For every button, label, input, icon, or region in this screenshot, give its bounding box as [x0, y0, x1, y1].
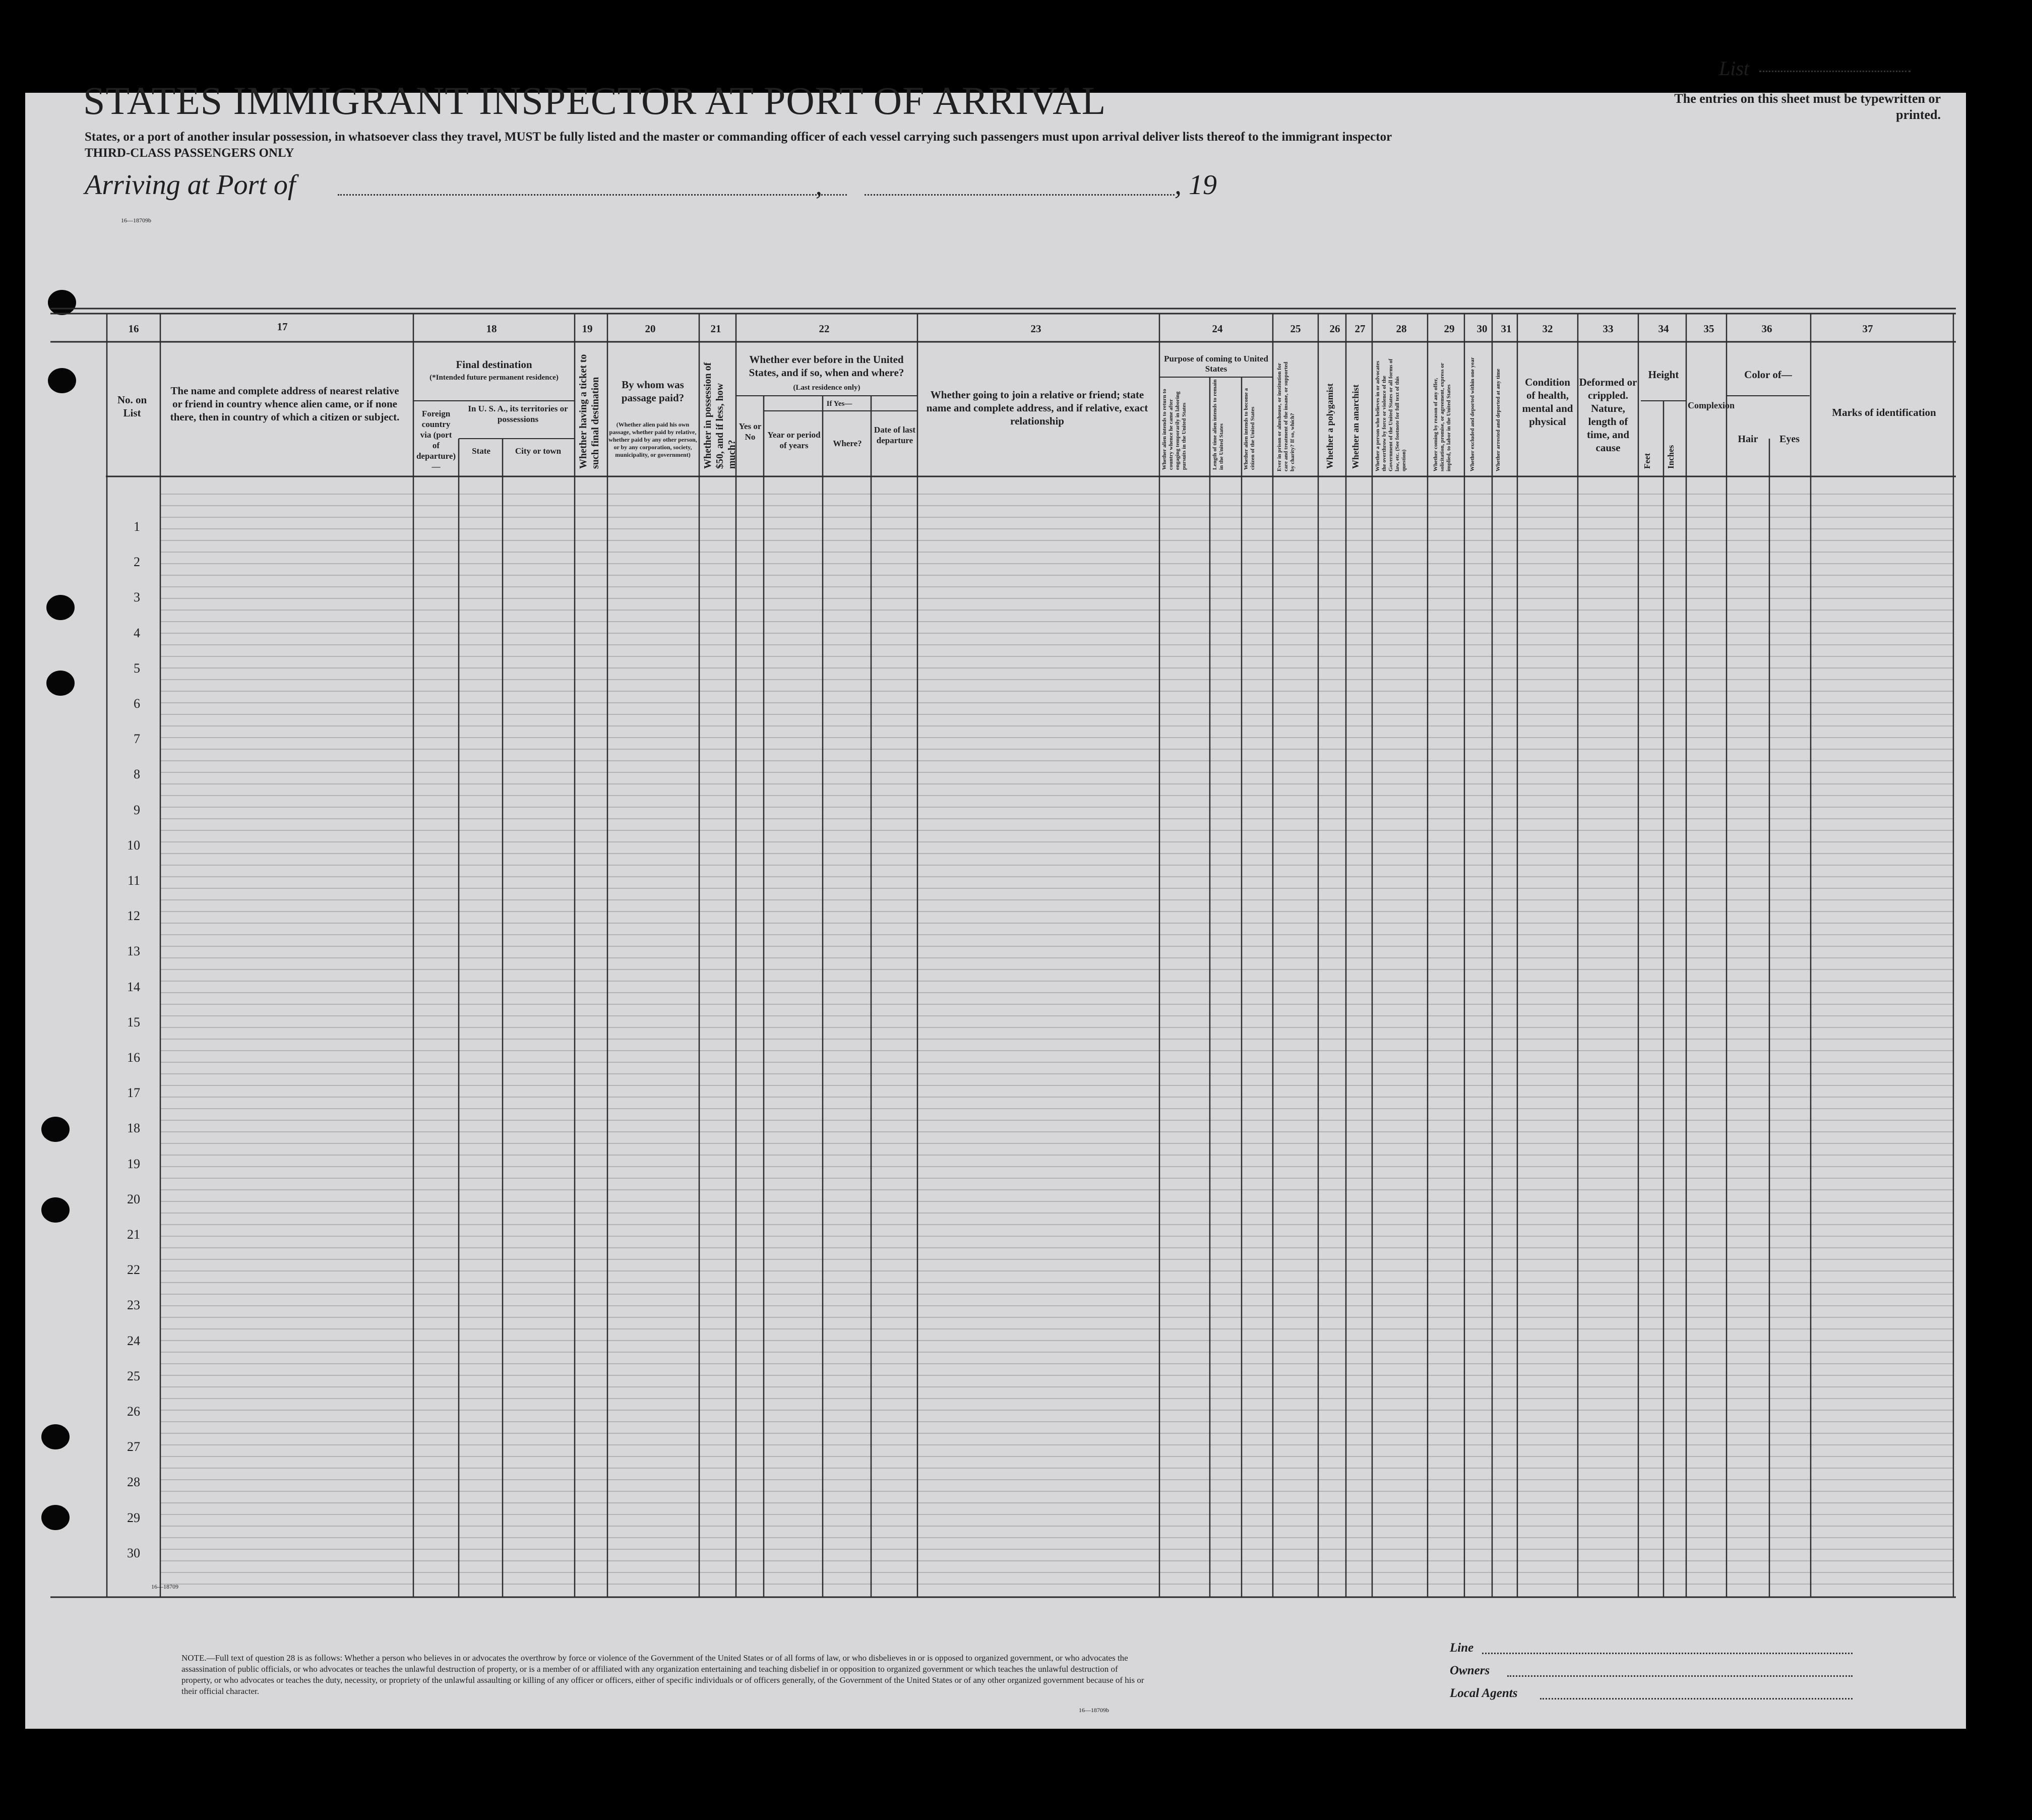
- row-number: 12: [127, 908, 140, 924]
- col-16-header: No. on List: [117, 394, 147, 419]
- form-code-top: 16—18709b: [121, 217, 151, 224]
- col-24-header: Purpose of coming to United States: [1164, 354, 1268, 374]
- line-field[interactable]: [1482, 1653, 1853, 1654]
- col-26-num: 26: [1329, 323, 1340, 335]
- owners-label: Owners: [1450, 1664, 1490, 1677]
- col-36-num: 36: [1761, 323, 1772, 335]
- col-27-header: Whether an anarchist: [1350, 384, 1361, 469]
- form-code: 16—18709: [151, 1583, 178, 1590]
- row-number: 30: [127, 1545, 140, 1560]
- col-26-header: Whether a polygamist: [1325, 383, 1335, 469]
- col-37-header: Marks of identification: [1832, 406, 1936, 418]
- row-number: 28: [127, 1475, 140, 1490]
- col-25-num: 25: [1290, 323, 1301, 335]
- col-18-num: 18: [486, 323, 497, 335]
- col-22-ifyes: If Yes—: [826, 400, 852, 408]
- row-number: 26: [127, 1404, 140, 1419]
- row-number: 7: [134, 732, 140, 747]
- col-17-num: 17: [277, 321, 288, 333]
- row-number: 24: [127, 1333, 140, 1348]
- col-19-num: 19: [582, 323, 593, 335]
- row-number: 25: [127, 1368, 140, 1383]
- year-label: , 19: [1175, 169, 1217, 201]
- row-number: 15: [127, 1014, 140, 1029]
- arriving-label: Arriving at Port of: [85, 169, 296, 201]
- col-36-hair: Hair: [1738, 434, 1758, 445]
- col-30-header: Whether excluded and deported within one year: [1469, 357, 1475, 471]
- col-23-header: Whether going to join a relative or friend; state name and complete address, and if relative, exact relationship: [926, 389, 1148, 427]
- col-34-inches: Inches: [1666, 445, 1676, 469]
- row-number: 2: [134, 555, 140, 570]
- list-label: List: [1719, 57, 1750, 80]
- instructions: States, or a port of another insular possession, in whatsoever class they travel, MUST be fully listed and the master or commanding officer of each vessel carrying such passengers must upon arrival deliver lists thereof to the immigrant inspector: [85, 130, 1392, 144]
- row-number: 3: [134, 590, 140, 605]
- col-24-b: Length of time alien intends to remain in the United States: [1212, 379, 1224, 470]
- col-32-header: Condition of health, mental and physical: [1522, 376, 1573, 428]
- note-form-code: 16—18709b: [1079, 1707, 1109, 1714]
- col-24-c: Whether alien intends to become a citizen of the United States: [1243, 388, 1256, 470]
- row-number: 10: [127, 837, 140, 853]
- line-label: Line: [1450, 1641, 1474, 1655]
- col-22-date: Date of last departure: [874, 425, 916, 445]
- col-16-num: 16: [128, 323, 139, 335]
- col-22-num: 22: [819, 323, 830, 335]
- row-number: 20: [127, 1191, 140, 1206]
- col-36-eyes: Eyes: [1779, 434, 1800, 445]
- col-34-header: Height: [1648, 369, 1679, 381]
- col-27-num: 27: [1354, 323, 1366, 335]
- row-number: 23: [127, 1298, 140, 1313]
- col-25-header: Ever in prison or almshouse, or institution for care and treatment of the insane, or supported by charity? If so, which?: [1276, 361, 1296, 471]
- col-20-note: (Whether alien paid his own passage, whether paid by relative, whether paid by any other person, or by any corporation, society, municipality, or government): [608, 421, 697, 458]
- col-34-feet: Feet: [1642, 453, 1652, 469]
- col-31-header: Whether arrested and deported at any time: [1495, 369, 1501, 471]
- row-number: 9: [134, 802, 140, 817]
- agents-field[interactable]: [1540, 1698, 1853, 1700]
- col-20-header: By whom was passage paid?: [621, 379, 685, 404]
- passenger-class: THIRD-CLASS PASSENGERS ONLY: [85, 146, 294, 160]
- row-number: 21: [127, 1227, 140, 1242]
- col-35-num: 35: [1703, 323, 1714, 335]
- col-20-num: 20: [645, 323, 656, 335]
- col-22-header: Whether ever before in the United States, and if so, when and where?: [749, 353, 904, 379]
- col-18-usa: In U. S. A., its territories or possessions: [468, 404, 568, 424]
- col-28-header: Whether a person who believes in or advocates the overthrow by force or violence of the Government of the United States or all forms of law, etc. (See footnote for full text of this question): [1375, 358, 1407, 471]
- row-number: 16: [127, 1050, 140, 1065]
- col-17-header: The name and complete address of nearest relative or friend in country whence alien came, or if none there, then in country of which a citizen or subject.: [170, 385, 400, 423]
- col-28-num: 28: [1396, 323, 1407, 335]
- col-18-city: City or town: [515, 446, 562, 456]
- col-24-a: Whether alien intends to return to country whence he came after engaging temporarily in laboring pursuits in the United States: [1161, 389, 1187, 470]
- col-21-num: 21: [710, 323, 721, 335]
- entries-note: The entries on this sheet must be typewritten or printed.: [1674, 91, 1941, 122]
- row-number: 17: [127, 1085, 140, 1101]
- row-number: 5: [134, 660, 140, 676]
- row-number: 27: [127, 1439, 140, 1454]
- row-number: 11: [127, 873, 140, 888]
- col-23-num: 23: [1030, 323, 1041, 335]
- col-35-header: Complexion: [1688, 400, 1735, 410]
- col-22-where: Where?: [833, 439, 862, 448]
- col-34-num: 34: [1658, 323, 1669, 335]
- col-18-state: State: [472, 446, 490, 456]
- row-number: 22: [127, 1262, 140, 1278]
- row-number: 19: [127, 1156, 140, 1171]
- col-29-header: Whether coming by reason of any offer, solicitation, promise, or agreement, express or implied, to labor in the United States: [1433, 362, 1452, 471]
- col-37-num: 37: [1862, 323, 1873, 335]
- row-number: 1: [134, 519, 140, 534]
- col-33-num: 33: [1603, 323, 1614, 335]
- col-24-num: 24: [1212, 323, 1223, 335]
- row-number: 4: [134, 625, 140, 640]
- row-number: 13: [127, 944, 140, 959]
- col-22-yesno: Yes or No: [738, 421, 762, 442]
- col-29-num: 29: [1444, 323, 1455, 335]
- col-33-header: Deformed or crippled. Nature, length of time, and cause: [1579, 376, 1637, 454]
- col-36-header: Color of—: [1744, 369, 1792, 381]
- col-32-num: 32: [1542, 323, 1553, 335]
- owners-field[interactable]: [1507, 1675, 1853, 1677]
- col-31-num: 31: [1501, 323, 1512, 335]
- col-19-header: Whether having a ticket to such final destination: [578, 354, 601, 469]
- row-number: 6: [134, 696, 140, 711]
- col-22-year: Year or period of years: [767, 430, 821, 450]
- col-22-note: (Last residence only): [793, 384, 860, 392]
- col-18-foreign: Foreign country via (port of departure)—: [416, 409, 456, 471]
- row-number: 8: [134, 767, 140, 782]
- col-18-note: (*Intended future permanent residence): [429, 374, 559, 382]
- agents-label: Local Agents: [1450, 1686, 1518, 1700]
- row-number: 18: [127, 1121, 140, 1136]
- page-title: STATES IMMIGRANT INSPECTOR AT PORT OF ARRIVAL: [83, 79, 1106, 123]
- arriving-comma: ,: [816, 172, 822, 201]
- row-number: 14: [127, 979, 140, 994]
- question-28-note: NOTE.—Full text of question 28 is as follows: Whether a person who believes in or advocates the overthrow by force or violence of the Government of the United States or of all forms of law, or who disbelieves in or is opposed to organized government, or who advocates the assassination of public officials, or who advocates or teaches the unlawful destruction of property, or is a member of or affiliated with any organization entertaining and teaching disbelief in or opposition to organized government or which teaches the unlawful destruction of property, or who advocates or teaches the duty, necessity, or propriety of the unlawful assaulting or killing of any officer or officers, either of specific individuals or of officers generally, of the Government of the United States or of any other organized government because of his or their official character.: [181, 1653, 1144, 1696]
- col-30-num: 30: [1476, 323, 1488, 335]
- col-18-header: Final destination: [456, 358, 532, 371]
- row-number: 29: [127, 1510, 140, 1525]
- col-21-header: Whether in possession of $50, and if less, how much?: [702, 362, 737, 469]
